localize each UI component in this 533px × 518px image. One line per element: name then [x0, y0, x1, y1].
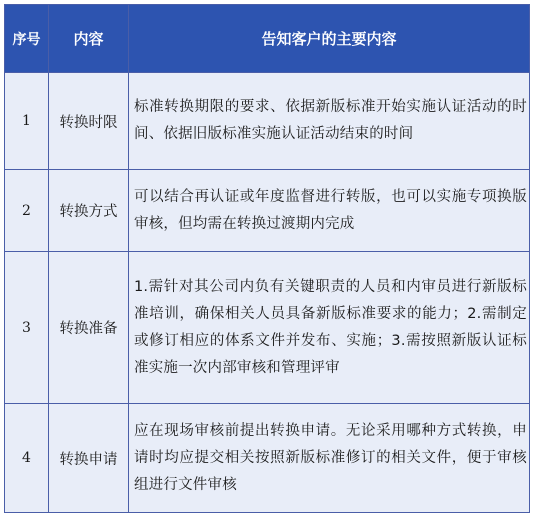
- row-seq: 4: [5, 404, 49, 513]
- table-header-row: [5, 5, 530, 73]
- row-seq: 2: [5, 170, 49, 252]
- table-row: [5, 170, 530, 252]
- row-seq: 3: [5, 252, 49, 404]
- row-topic: 转换方式: [49, 170, 129, 252]
- row-detail: 标准转换期限的要求、依据新版标准开始实施认证活动的时间、依据旧版标准实施认证活动结束的时间: [129, 73, 530, 170]
- row-detail: 应在现场审核前提出转换申请。无论采用哪种方式转换，申请时均应提交相关按照新版标准修订的相关文件，便于审核组进行文件审核: [129, 404, 530, 513]
- row-seq: 1: [5, 73, 49, 170]
- row-detail: 可以结合再认证或年度监督进行转版，也可以实施专项换版审核，但均需在转换过渡期内完成: [129, 170, 530, 252]
- table-row: [5, 252, 530, 404]
- header-seq: 序号: [5, 5, 49, 73]
- row-topic: 转换准备: [49, 252, 129, 404]
- document: [4, 4, 529, 513]
- table-row: [5, 73, 530, 170]
- row-topic: 转换时限: [49, 73, 129, 170]
- header-detail: 告知客户的主要内容: [129, 5, 530, 73]
- transition-notice-table: [4, 4, 530, 513]
- row-detail: 1.需针对其公司内负有关键职责的人员和内审员进行新版标准培训，确保相关人员具备新版标准要求的能力；2.需制定或修订相应的体系文件并发布、实施；3.需按照新版认证标准实施一次内部审核和管理评审: [129, 252, 530, 404]
- header-topic: 内容: [49, 5, 129, 73]
- table-row: [5, 404, 530, 513]
- row-topic: 转换申请: [49, 404, 129, 513]
